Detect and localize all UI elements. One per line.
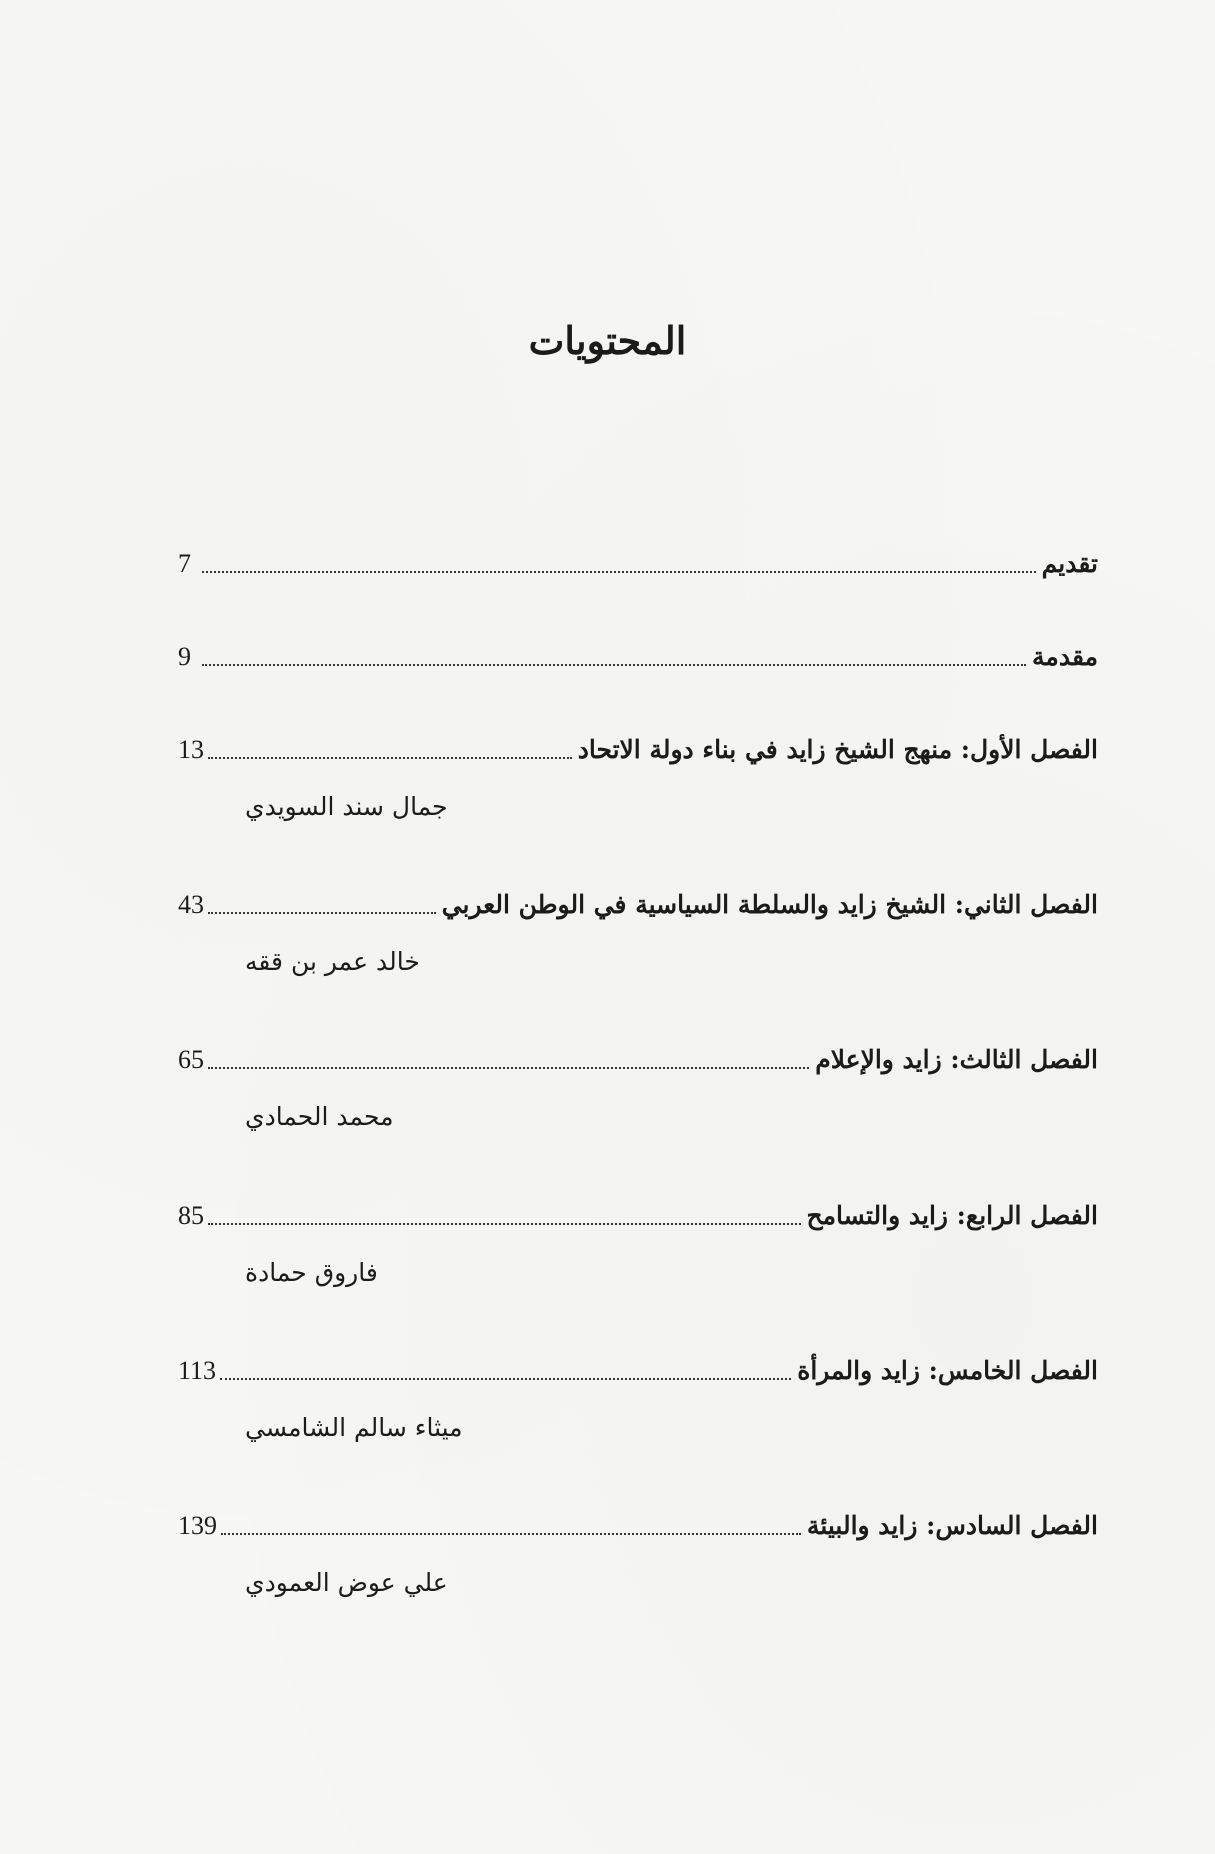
toc-entry-title: تقديم bbox=[1041, 549, 1098, 578]
toc-entry-chapter-1 bbox=[178, 728, 1098, 768]
toc-entry-introduction bbox=[178, 542, 1098, 582]
contents-heading: المحتويات bbox=[528, 318, 687, 363]
dot-leader bbox=[208, 1067, 809, 1069]
toc-page-number: 7 bbox=[178, 549, 191, 578]
dot-leader bbox=[208, 1223, 801, 1225]
dot-leader bbox=[208, 912, 436, 914]
toc-page-number: 9 bbox=[178, 642, 191, 671]
dot-leader bbox=[221, 1533, 801, 1535]
toc-page-number: 43 bbox=[178, 890, 204, 919]
toc-entry-preface bbox=[178, 635, 1098, 675]
toc-entry-chapter-2 bbox=[178, 883, 1098, 923]
toc-entry-chapter-5 bbox=[178, 1349, 1098, 1389]
dot-leader bbox=[220, 1378, 791, 1380]
dot-leader bbox=[202, 664, 1026, 666]
toc-entry-chapter-3 bbox=[178, 1038, 1098, 1078]
dot-leader bbox=[202, 571, 1036, 573]
toc-entry-title: الفصل الأول: منهج الشيخ زايد في بناء دولة الاتحاد bbox=[577, 735, 1098, 764]
toc-entry-author: محمد الحمادي bbox=[245, 1102, 394, 1131]
toc-entry-author: فاروق حمادة bbox=[245, 1258, 378, 1287]
toc-entry-chapter-4 bbox=[178, 1194, 1098, 1234]
toc-page-number: 113 bbox=[178, 1356, 217, 1385]
toc-entry-title: الفصل الرابع: زايد والتسامح bbox=[806, 1201, 1098, 1230]
toc-entry-title: الفصل الثاني: الشيخ زايد والسلطة السياسية في الوطن العربي bbox=[441, 890, 1098, 919]
toc-entry-title: مقدمة bbox=[1032, 642, 1098, 671]
toc-entry-author: جمال سند السويدي bbox=[245, 792, 448, 821]
dot-leader bbox=[208, 757, 572, 759]
toc-page-number: 65 bbox=[178, 1045, 204, 1074]
toc-entry-title: الفصل الخامس: زايد والمرأة bbox=[797, 1356, 1098, 1385]
toc-page-number: 13 bbox=[178, 735, 204, 764]
toc-entry-chapter-6 bbox=[178, 1504, 1098, 1544]
toc-entry-author: خالد عمر بن ققه bbox=[245, 947, 420, 976]
toc-page-number: 85 bbox=[178, 1201, 204, 1230]
toc-entry-title: الفصل السادس: زايد والبيئة bbox=[806, 1511, 1098, 1540]
toc-page-number: 139 bbox=[178, 1511, 217, 1540]
toc-entry-title: الفصل الثالث: زايد والإعلام bbox=[815, 1045, 1098, 1074]
toc-entry-author: ميثاء سالم الشامسي bbox=[245, 1413, 463, 1442]
toc-entry-author: علي عوض العمودي bbox=[245, 1568, 448, 1597]
